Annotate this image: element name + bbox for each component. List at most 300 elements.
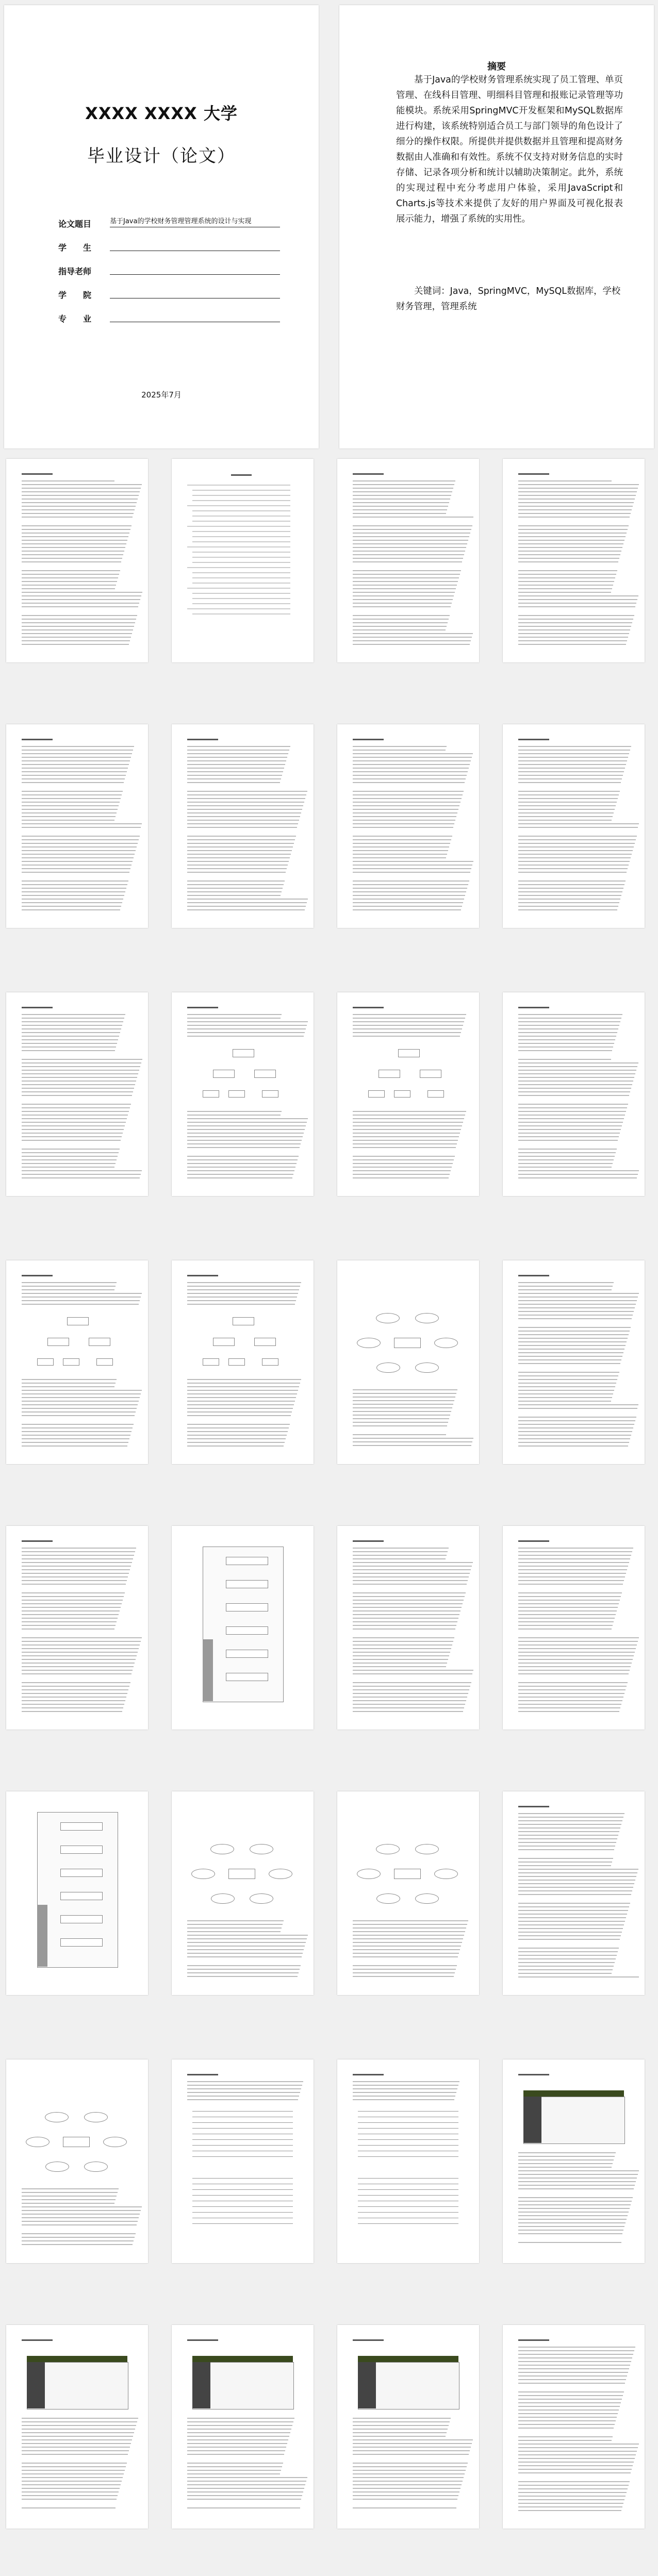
abstract-page bbox=[339, 5, 654, 448]
text-line bbox=[22, 606, 138, 607]
text-line bbox=[518, 1686, 627, 1687]
thesis-page-thumbnail bbox=[503, 2059, 645, 2263]
text-line bbox=[353, 1580, 468, 1581]
text-line bbox=[518, 1334, 629, 1335]
text-line bbox=[187, 1927, 282, 1929]
text-line bbox=[518, 750, 630, 751]
text-line bbox=[22, 1435, 130, 1436]
text-line bbox=[353, 2436, 446, 2437]
text-line bbox=[518, 547, 622, 548]
section-heading-mark bbox=[518, 2339, 549, 2341]
text-line bbox=[353, 775, 467, 776]
text-line bbox=[187, 888, 283, 889]
text-line bbox=[187, 1386, 299, 1387]
text-line bbox=[518, 1442, 629, 1443]
diagram-node bbox=[203, 1090, 219, 1098]
text-line bbox=[353, 1422, 448, 1423]
text-line bbox=[22, 771, 127, 772]
text-line bbox=[518, 895, 621, 896]
text-line bbox=[22, 622, 135, 623]
text-line bbox=[518, 1865, 611, 1866]
text-line bbox=[22, 2203, 114, 2204]
text-line bbox=[518, 2462, 634, 2463]
abstract-keywords: 关键词：Java，SpringMVC，MySQL数据库，学校财务管理，管理系统 bbox=[396, 286, 621, 312]
text-line bbox=[518, 2454, 636, 2455]
text-line bbox=[518, 2402, 621, 2403]
text-line bbox=[353, 1118, 464, 1119]
text-line bbox=[518, 1596, 621, 1597]
text-line bbox=[518, 1670, 630, 1671]
text-line bbox=[518, 1177, 637, 1178]
text-line bbox=[187, 1965, 301, 1966]
text-line bbox=[187, 771, 283, 772]
text-line bbox=[518, 1652, 635, 1653]
text-line bbox=[518, 1813, 624, 1814]
text-line bbox=[518, 753, 629, 754]
text-line bbox=[22, 502, 137, 503]
text-line bbox=[22, 2470, 125, 2471]
toc-line bbox=[192, 613, 290, 614]
text-line bbox=[187, 2425, 292, 2426]
diagram-node bbox=[67, 1317, 89, 1325]
diagram-node bbox=[63, 1358, 79, 1366]
text-line bbox=[518, 595, 638, 596]
text-line bbox=[353, 1603, 463, 1604]
text-line bbox=[353, 1558, 446, 1559]
text-line bbox=[22, 1707, 123, 1708]
text-line bbox=[518, 622, 632, 623]
diagram-node bbox=[420, 1070, 441, 1078]
section-heading-mark bbox=[353, 739, 384, 740]
text-line bbox=[353, 480, 455, 481]
text-line bbox=[187, 746, 290, 747]
text-line bbox=[187, 827, 297, 828]
text-line bbox=[353, 2499, 457, 2500]
text-line bbox=[518, 1286, 613, 1287]
text-line bbox=[187, 1938, 307, 1939]
text-line bbox=[518, 629, 630, 630]
attribute-oval bbox=[415, 1893, 439, 1904]
text-line bbox=[187, 2096, 299, 2097]
text-line bbox=[353, 794, 463, 795]
text-line bbox=[22, 816, 116, 817]
text-line bbox=[518, 1551, 632, 1552]
text-line bbox=[518, 768, 625, 769]
text-line bbox=[353, 599, 453, 600]
text-line bbox=[518, 1014, 622, 1015]
thesis-page-thumbnail bbox=[6, 2059, 148, 2263]
section-heading-mark bbox=[22, 1275, 53, 1276]
text-line bbox=[518, 1917, 626, 1918]
text-line bbox=[187, 2432, 290, 2433]
text-line bbox=[187, 823, 298, 824]
diagram-node bbox=[213, 1338, 235, 1346]
text-line bbox=[187, 757, 287, 758]
text-line bbox=[187, 1028, 306, 1029]
text-line bbox=[22, 1655, 137, 1656]
field-label-advisor: 指导老师 bbox=[58, 267, 92, 276]
text-line bbox=[518, 843, 635, 844]
text-line bbox=[518, 1573, 626, 1574]
text-line bbox=[518, 2375, 627, 2376]
text-line bbox=[518, 1955, 617, 1956]
text-line bbox=[518, 1962, 615, 1963]
text-line bbox=[518, 1655, 634, 1656]
text-line bbox=[22, 768, 128, 769]
table-rule bbox=[358, 2128, 458, 2129]
text-line bbox=[518, 902, 619, 903]
text-line bbox=[353, 615, 450, 616]
text-line bbox=[353, 1021, 464, 1022]
text-line bbox=[518, 1600, 620, 1601]
text-line bbox=[187, 2495, 302, 2496]
text-line bbox=[518, 2347, 635, 2348]
text-line bbox=[353, 850, 448, 851]
text-line bbox=[187, 1438, 286, 1439]
text-line bbox=[187, 764, 285, 765]
text-line bbox=[187, 1170, 294, 1171]
text-line bbox=[22, 637, 131, 638]
thesis-page-thumbnail bbox=[6, 1526, 148, 1730]
text-line bbox=[353, 816, 456, 817]
text-line bbox=[518, 1059, 611, 1060]
text-line bbox=[22, 1424, 134, 1425]
text-line bbox=[518, 771, 624, 772]
text-line bbox=[22, 1689, 128, 1690]
text-line bbox=[22, 2463, 127, 2464]
text-line bbox=[22, 1163, 116, 1164]
text-line bbox=[187, 1297, 297, 1298]
text-line bbox=[22, 791, 123, 792]
text-line bbox=[518, 1318, 632, 1319]
toc-line bbox=[192, 583, 290, 584]
text-line bbox=[22, 2473, 124, 2474]
field-label-student: 学 生 bbox=[58, 243, 92, 253]
text-line bbox=[518, 1136, 619, 1137]
text-line bbox=[518, 2420, 616, 2421]
toc-line bbox=[192, 536, 290, 537]
text-line bbox=[187, 1942, 306, 1943]
text-line bbox=[22, 570, 120, 571]
text-line bbox=[518, 782, 621, 783]
text-line bbox=[353, 757, 472, 758]
text-line bbox=[353, 888, 467, 889]
screenshot-sidebar bbox=[523, 2097, 541, 2143]
text-line bbox=[22, 2499, 117, 2500]
text-line bbox=[518, 1383, 616, 1384]
text-line bbox=[518, 812, 614, 813]
text-line bbox=[187, 1122, 307, 1123]
text-line bbox=[187, 1286, 300, 1287]
text-line bbox=[353, 2481, 463, 2482]
text-line bbox=[22, 1614, 119, 1615]
text-line bbox=[22, 1600, 123, 1601]
text-line bbox=[518, 637, 628, 638]
text-line bbox=[518, 2409, 619, 2411]
thesis-page-thumbnail bbox=[503, 724, 645, 928]
section-heading-mark bbox=[353, 1540, 384, 1542]
text-line bbox=[22, 880, 128, 882]
text-line bbox=[22, 1637, 142, 1638]
text-line bbox=[187, 1129, 305, 1130]
text-line bbox=[22, 1682, 130, 1683]
text-line bbox=[353, 633, 473, 634]
text-line bbox=[22, 843, 138, 844]
section-heading-mark bbox=[518, 739, 549, 740]
text-line bbox=[22, 1289, 114, 1290]
attribute-oval bbox=[103, 2137, 127, 2147]
text-line bbox=[518, 1438, 630, 1439]
text-line bbox=[518, 1084, 632, 1085]
text-line bbox=[518, 2181, 636, 2182]
text-line bbox=[187, 1125, 306, 1126]
text-line bbox=[353, 1415, 450, 1416]
text-line bbox=[187, 768, 284, 769]
text-line bbox=[353, 2507, 456, 2508]
text-line bbox=[353, 1938, 463, 1939]
table-rule bbox=[192, 2156, 293, 2157]
text-line bbox=[353, 764, 470, 765]
text-line bbox=[518, 872, 627, 873]
text-line bbox=[518, 1025, 619, 1026]
screenshot-header bbox=[192, 2356, 293, 2362]
text-line bbox=[518, 551, 621, 552]
text-line bbox=[518, 1018, 621, 1019]
section-heading-mark bbox=[187, 2339, 218, 2341]
text-line bbox=[353, 1670, 473, 1671]
toc-line bbox=[192, 603, 290, 604]
text-line bbox=[518, 2163, 613, 2164]
text-line bbox=[518, 1156, 615, 1157]
text-line bbox=[22, 599, 140, 600]
text-line bbox=[518, 1174, 638, 1175]
text-line bbox=[353, 554, 464, 555]
text-line bbox=[353, 836, 452, 837]
text-line bbox=[353, 778, 466, 779]
text-line bbox=[22, 1427, 133, 1428]
text-line bbox=[187, 1167, 295, 1168]
field-label-major: 专 业 bbox=[58, 314, 92, 324]
text-line bbox=[187, 1156, 299, 1157]
diagram-node bbox=[228, 1358, 245, 1366]
text-line bbox=[353, 1566, 472, 1567]
text-line bbox=[353, 1621, 457, 1622]
text-line bbox=[22, 1050, 115, 1051]
text-line bbox=[518, 760, 627, 761]
text-line bbox=[518, 1427, 633, 1428]
text-line bbox=[22, 1383, 116, 1384]
text-line bbox=[518, 1890, 632, 1891]
entity-box bbox=[63, 2137, 90, 2147]
text-line bbox=[22, 899, 123, 900]
flowchart-step bbox=[60, 1938, 103, 1947]
text-line bbox=[22, 1584, 126, 1585]
text-line bbox=[353, 1610, 460, 1611]
text-line bbox=[187, 2436, 289, 2437]
thesis-page-thumbnail bbox=[6, 724, 148, 928]
text-line bbox=[518, 823, 639, 824]
text-line bbox=[353, 1140, 458, 1141]
university-name: XXXX XXXX 大学 bbox=[85, 104, 238, 123]
text-line bbox=[187, 2470, 281, 2471]
text-line bbox=[187, 816, 300, 817]
text-line bbox=[518, 2424, 615, 2425]
text-line bbox=[22, 1386, 114, 1387]
diagram-node bbox=[37, 1358, 54, 1366]
text-line bbox=[518, 1445, 628, 1447]
text-line bbox=[518, 1935, 621, 1936]
text-line bbox=[22, 820, 114, 821]
diagram-node bbox=[262, 1090, 278, 1098]
section-heading-mark bbox=[353, 2339, 384, 2341]
text-line bbox=[518, 1914, 627, 1915]
text-line bbox=[353, 595, 454, 596]
text-line bbox=[518, 498, 635, 500]
text-line bbox=[22, 513, 134, 514]
text-line bbox=[22, 1603, 122, 1604]
table-rule bbox=[358, 2145, 458, 2146]
text-line bbox=[22, 506, 136, 507]
text-line bbox=[518, 1163, 613, 1164]
text-line bbox=[22, 2418, 138, 2419]
text-line bbox=[518, 836, 637, 837]
section-heading-mark bbox=[518, 473, 549, 475]
text-line bbox=[518, 2167, 612, 2168]
text-line bbox=[22, 626, 134, 627]
text-line bbox=[187, 906, 306, 907]
text-line bbox=[187, 1949, 304, 1950]
toc-line bbox=[187, 526, 290, 527]
text-line bbox=[353, 1400, 454, 1401]
text-line bbox=[518, 1140, 618, 1141]
text-line bbox=[22, 1438, 129, 1439]
screenshot-sidebar bbox=[27, 2362, 45, 2408]
flowchart-step bbox=[60, 1869, 103, 1877]
field-label-college: 学 院 bbox=[58, 290, 92, 300]
text-line bbox=[518, 1107, 627, 1108]
text-line bbox=[518, 2444, 639, 2445]
text-line bbox=[22, 1115, 128, 1116]
text-line bbox=[353, 906, 462, 907]
text-line bbox=[518, 529, 628, 530]
text-line bbox=[518, 1375, 618, 1376]
text-line bbox=[518, 2391, 624, 2392]
text-line bbox=[187, 899, 308, 900]
section-heading-mark bbox=[353, 1007, 384, 1008]
text-line bbox=[187, 778, 281, 779]
text-line bbox=[22, 640, 130, 641]
text-line bbox=[518, 1039, 615, 1040]
text-line bbox=[22, 536, 128, 537]
text-line bbox=[518, 2197, 633, 2198]
text-line bbox=[22, 2450, 129, 2451]
text-line bbox=[353, 2418, 451, 2419]
text-line bbox=[187, 1920, 284, 1921]
thesis-page-thumbnail bbox=[337, 1791, 479, 1995]
text-line bbox=[187, 2477, 307, 2478]
attribute-oval bbox=[84, 2112, 108, 2122]
text-line bbox=[518, 1659, 633, 1660]
text-line bbox=[518, 1628, 612, 1630]
text-line bbox=[518, 1379, 617, 1380]
text-line bbox=[518, 2156, 615, 2157]
text-line bbox=[22, 2210, 141, 2211]
diagram-node bbox=[262, 1358, 278, 1366]
text-line bbox=[187, 839, 295, 840]
flowchart-sidebar bbox=[37, 1905, 47, 1967]
text-line bbox=[518, 2357, 632, 2358]
text-line bbox=[518, 1311, 634, 1312]
diagram-node bbox=[228, 1090, 245, 1098]
text-line bbox=[518, 1149, 617, 1150]
text-line bbox=[187, 1014, 282, 1015]
diagram-node bbox=[233, 1317, 254, 1325]
text-line bbox=[187, 2429, 291, 2430]
text-line bbox=[518, 558, 619, 559]
text-line bbox=[518, 1648, 636, 1649]
text-line bbox=[22, 1081, 136, 1082]
text-line bbox=[353, 2477, 464, 2478]
text-line bbox=[22, 1095, 132, 1096]
text-line bbox=[353, 603, 452, 604]
text-line bbox=[22, 2481, 122, 2482]
text-line bbox=[518, 1858, 613, 1859]
text-line bbox=[353, 1438, 473, 1439]
text-line bbox=[518, 2372, 628, 2373]
text-line bbox=[22, 633, 132, 634]
section-heading-mark bbox=[22, 1540, 53, 1542]
text-line bbox=[187, 1408, 293, 1409]
text-line bbox=[187, 1036, 304, 1037]
text-line bbox=[518, 2503, 623, 2504]
text-line bbox=[353, 1655, 449, 1656]
table-rule bbox=[358, 2178, 458, 2179]
text-line bbox=[518, 577, 615, 578]
toc-line bbox=[192, 577, 290, 578]
text-line bbox=[22, 1379, 117, 1380]
text-line bbox=[22, 2454, 128, 2455]
text-line bbox=[22, 775, 126, 776]
text-line bbox=[353, 1548, 449, 1549]
text-line bbox=[187, 798, 305, 799]
text-line bbox=[353, 1693, 468, 1694]
text-line bbox=[353, 2429, 448, 2430]
text-line bbox=[187, 809, 302, 810]
attribute-oval bbox=[84, 2162, 108, 2172]
flowchart-step bbox=[60, 1915, 103, 1923]
screenshot-sidebar bbox=[358, 2362, 376, 2408]
text-line bbox=[22, 2224, 137, 2225]
text-line bbox=[22, 1415, 135, 1416]
thesis-page-thumbnail bbox=[172, 459, 314, 662]
text-line bbox=[353, 1397, 455, 1398]
text-line bbox=[518, 880, 626, 882]
text-line bbox=[518, 1081, 633, 1082]
text-line bbox=[187, 861, 289, 862]
text-line bbox=[353, 891, 466, 892]
text-line bbox=[22, 1704, 124, 1705]
text-line bbox=[353, 1700, 466, 1701]
flowchart-sidebar bbox=[203, 1639, 213, 1701]
text-line bbox=[518, 1592, 622, 1593]
table-rule bbox=[192, 2195, 293, 2196]
text-line bbox=[518, 2178, 637, 2179]
text-line bbox=[353, 1036, 460, 1037]
text-line bbox=[187, 1404, 294, 1405]
text-line bbox=[22, 865, 131, 866]
text-line bbox=[353, 1682, 471, 1683]
text-line bbox=[22, 1293, 142, 1294]
